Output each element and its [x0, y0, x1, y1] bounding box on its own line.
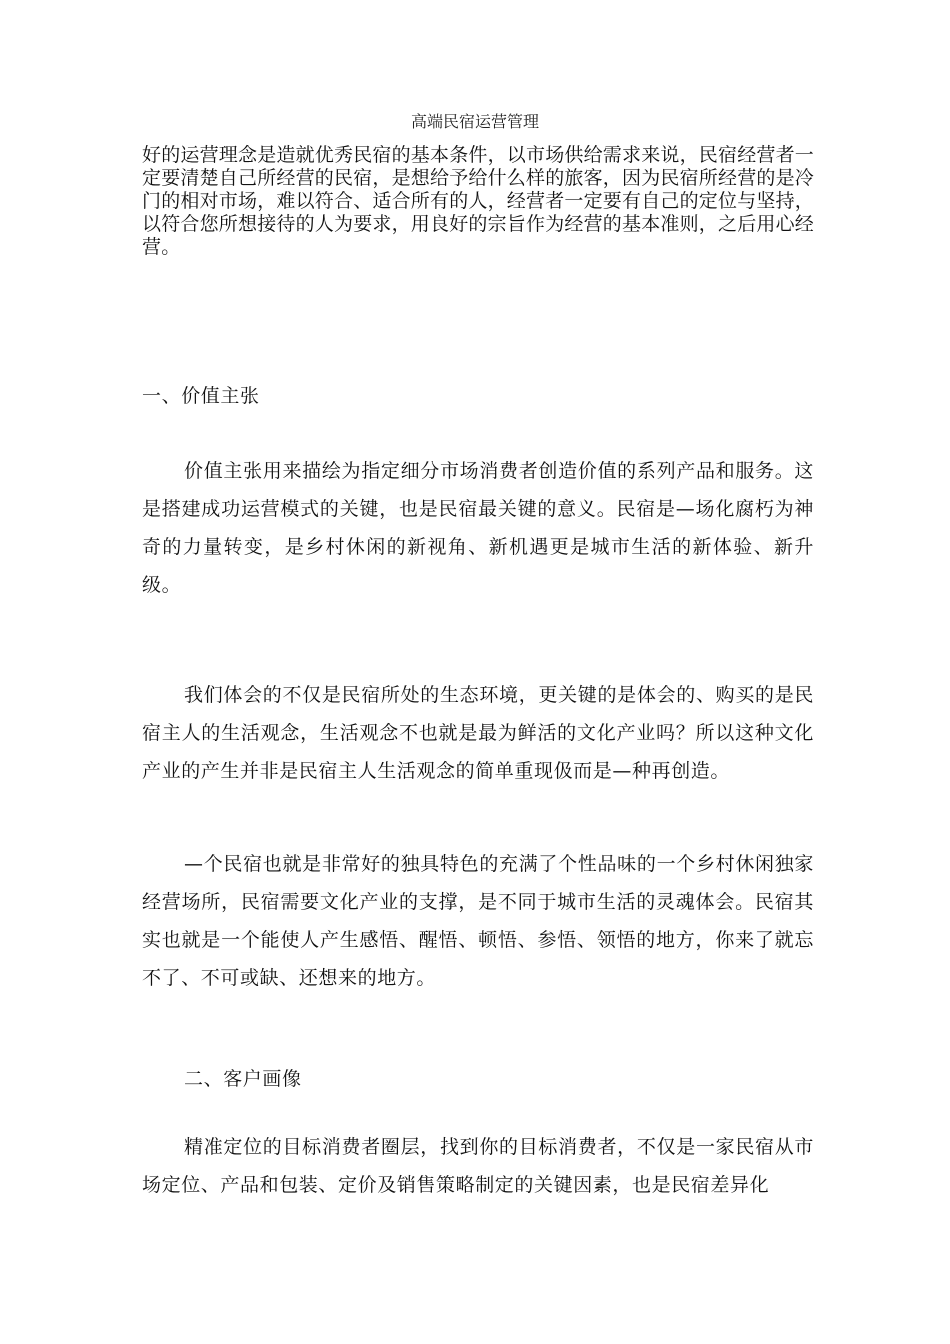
paragraph-value-proposition-1: 价值主张用来描绘为指定细分市场消费者创造价值的系列产品和服务。这是搭建成功运营模式的关键，也是民宿最关键的意义。民宿是—场化腐朽为神奇的力量转变，是乡村休闲的新视角、新机遇更是城市生活的新体验、新升级。 — [142, 460, 814, 596]
paragraph-value-proposition-2: 我们体会的不仅是民宿所处的生态环境，更关键的是体会的、购买的是民宿主人的生活观念，生活观念不也就是最为鲜活的文化产业吗？所以这种文化产业的产生并非是民宿主人生活观念的简单重现伋而是—种再创造。 — [142, 684, 814, 782]
page-title: 高端民宿运营管理 — [410, 112, 539, 131]
paragraph-customer-profile-1: 精准定位的目标消费者圈层，找到你的目标消费者，不仅是一家民宿从市场定位、产品和包装、定价及销售策略制定的关键因素，也是民宿差异化 — [142, 1136, 814, 1196]
paragraph-value-proposition-3: —个民宿也就是非常好的独具特色的充满了个性品味的一个乡村休闲独家经营场所，民宿需要文化产业的支撑，是不同于城市生活的灵魂体会。民宿其实也就是一个能使人产生感悟、醒悟、顿悟、参悟、领悟的地方，你来了就忘不了、不可或缺、还想来的地方。 — [142, 853, 814, 989]
intro-paragraph: 好的运营理念是造就优秀民宿的基本条件，以市场供给需求来说，民宿经营者一定要清楚自己所经营的民宿，是想给予给什么样的旅客，因为民宿所经营的是冷门的相对市场，难以符合、适合所有的人，经营者一定要有自己的定位与坚持，以符合您所想接待的人为要求，用良好的宗旨作为经营的基本准则，之后用心经营。 — [142, 144, 815, 258]
section-heading-value-proposition: 一、价值主张 — [142, 385, 260, 407]
section-heading-customer-profile: 二、客户画像 — [184, 1068, 302, 1090]
